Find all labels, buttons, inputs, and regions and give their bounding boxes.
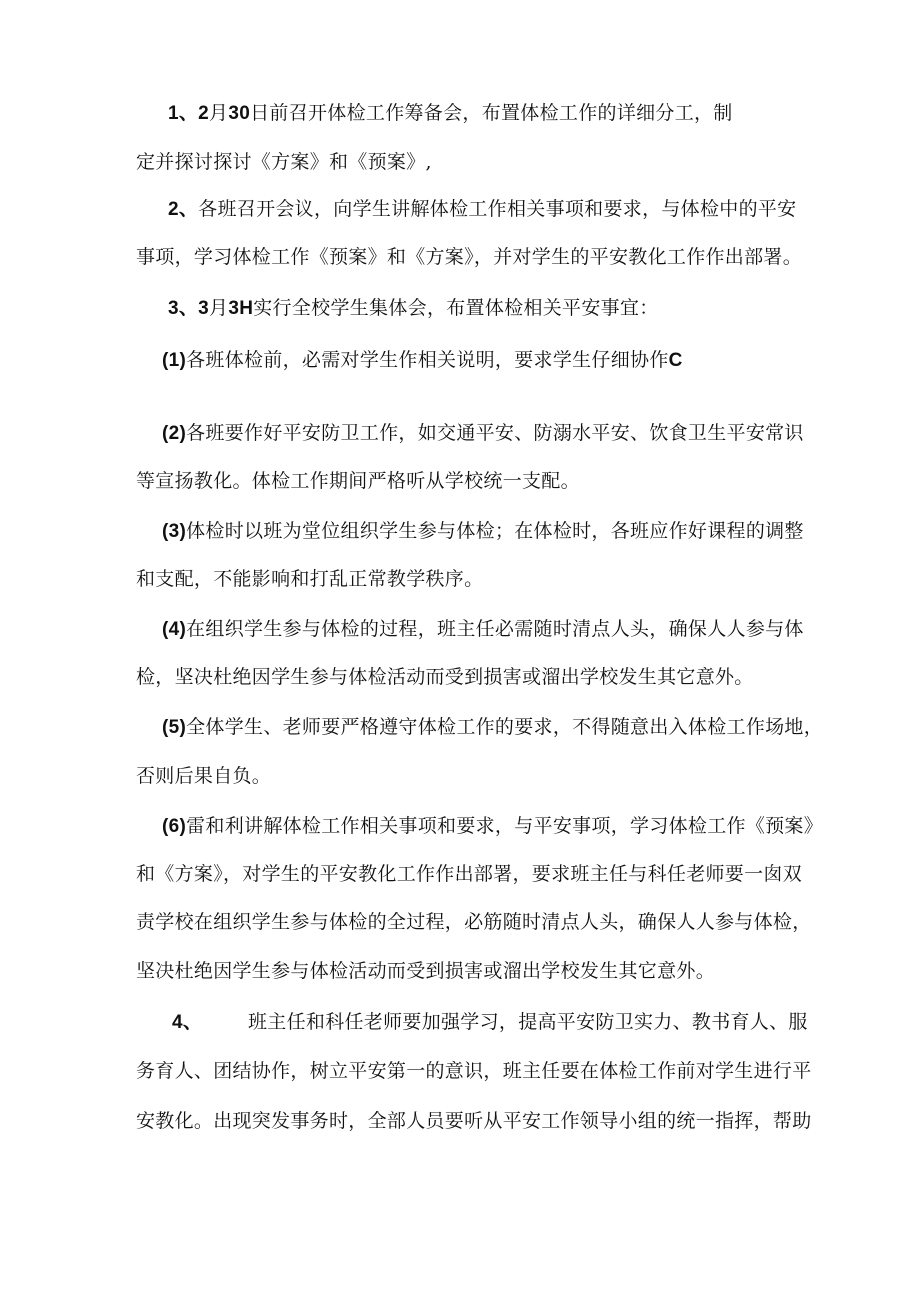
paragraph-2-line-1 bbox=[168, 197, 796, 222]
paragraph-1-line-2: 定并探讨探讨《方案》和《预案》, bbox=[136, 151, 432, 173]
item-6-line-1 bbox=[162, 814, 823, 839]
item-3-text: 体检时以班为堂位组织学生参与体检；在体检时，各班应作好课程的调整 bbox=[186, 520, 804, 542]
item-5-line-2: 否则后果自负。 bbox=[136, 765, 272, 787]
paragraph-4-line-2: 务育人、团结协作，树立平安第一的意识，班主任要在体检工作前对学生进行平 bbox=[136, 1060, 812, 1082]
paragraph-3-text: 实行全校学生集体会，布置体检相关平安事宜： bbox=[253, 297, 659, 319]
item-6-label: (6) bbox=[162, 816, 187, 837]
item-3-label: (3) bbox=[162, 521, 187, 542]
paragraph-3-number: 3、 bbox=[168, 298, 199, 319]
item-3-line-1 bbox=[162, 519, 804, 544]
paragraph-2-number: 2、 bbox=[168, 199, 199, 220]
date-day-2: 3H bbox=[228, 298, 254, 319]
item-3-line-2: 和支配，不能影响和打乱正常教学秩序。 bbox=[136, 568, 484, 590]
item-1-tail: C bbox=[668, 350, 683, 371]
item-2-line-2: 等宣扬教化。体检工作期间严格听从学校统一支配。 bbox=[136, 470, 580, 492]
item-2-line-1 bbox=[162, 421, 804, 446]
item-2-label: (2) bbox=[162, 423, 187, 444]
paragraph-2-text: 各班召开会议，向学生讲解体检工作相关事项和要求，与体检中的平安 bbox=[198, 198, 797, 220]
paragraph-1-line-1 bbox=[168, 101, 733, 126]
paragraph-1-number: 1、 bbox=[168, 103, 199, 124]
item-6-text: 雷和利讲解体检工作相关事项和要求，与平安事项，学习体检工作《预案》 bbox=[186, 815, 824, 837]
item-6-line-3: 责学校在组织学生参与体检的全过程，必筋随时清点人头，确保人人参与体检， bbox=[136, 911, 812, 933]
date-month-unit-2: 月 bbox=[209, 297, 229, 319]
paragraph-4-line-3: 安教化。出现突发事务时，全部人员要听从平安工作领导小组的统一指挥，帮助 bbox=[136, 1110, 812, 1132]
item-2-text: 各班要作好平安防卫工作，如交通平安、防溺水平安、饮食卫生平安常识 bbox=[186, 422, 804, 444]
date-month: 2 bbox=[198, 103, 210, 124]
paragraph-4-number bbox=[172, 1010, 202, 1035]
item-6-line-4: 坚决杜绝因学生参与体检活动而受到损害或溜出学校发生其它意外。 bbox=[136, 960, 716, 982]
date-day: 30 bbox=[228, 103, 251, 124]
item-5-label: (5) bbox=[162, 717, 187, 738]
item-5-line-1 bbox=[162, 715, 823, 740]
item-4-text: 在组织学生参与体检的过程，班主任必需随时清点人头，确保人人参与体 bbox=[186, 618, 804, 640]
paragraph-2-line-2: 事项，学习体检工作《预案》和《方案》，并对学生的平安教化工作作出部署。 bbox=[136, 246, 803, 268]
item-5-text: 全体学生、老师要严格遵守体检工作的要求，不得随意出入体检工作场地， bbox=[186, 716, 824, 738]
date-month-2: 3 bbox=[198, 298, 210, 319]
paragraph-3-line-1 bbox=[168, 296, 659, 321]
item-1-label: (1) bbox=[162, 350, 187, 371]
date-month-unit: 月 bbox=[209, 102, 229, 124]
item-4-line-1 bbox=[162, 617, 804, 642]
item-4-line-2: 检，坚决杜绝因学生参与体检活动而受到损害或溜出学校发生其它意外。 bbox=[136, 666, 754, 688]
paragraph-4-number-text: 4、 bbox=[172, 1012, 203, 1033]
item-6-line-2: 和《方案》，对学生的平安教化工作作出部署，要求班主任与科任老师要一囱双 bbox=[136, 863, 803, 885]
item-1-line-1 bbox=[162, 348, 683, 373]
item-4-label: (4) bbox=[162, 619, 187, 640]
paragraph-1-text: 日前召开体检工作筹备会，布置体检工作的详细分工，制 bbox=[250, 102, 733, 124]
item-1-text: 各班体检前，必需对学生作相关说明，要求学生仔细协作 bbox=[186, 349, 669, 371]
paragraph-4-line-1: 班主任和科任老师要加强学习，提高平安防卫实力、教书育人、服 bbox=[248, 1011, 808, 1033]
